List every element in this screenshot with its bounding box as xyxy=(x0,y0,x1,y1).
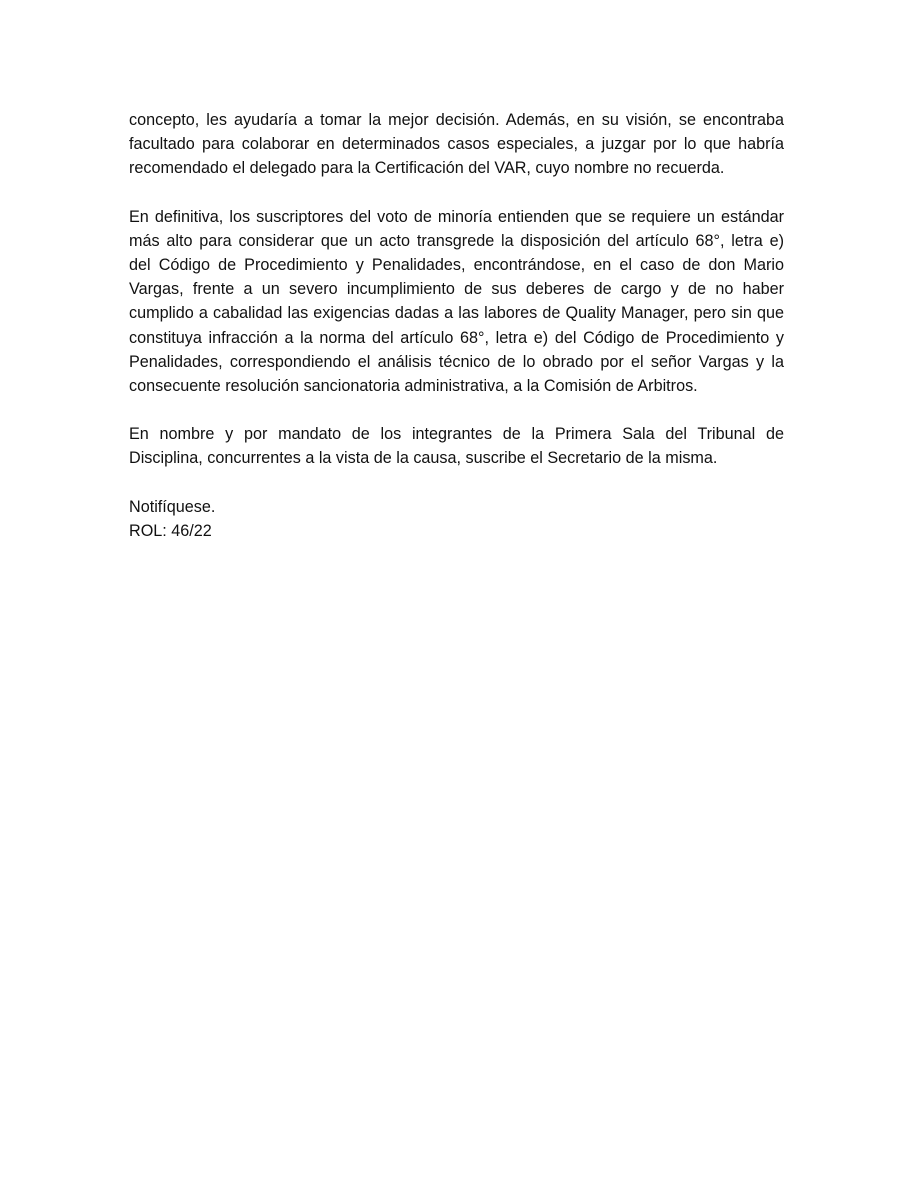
paragraph-line: consecuente resolución sancionatoria administrativa, a la Comisión de Arbitros. xyxy=(129,377,698,396)
paragraph-2 xyxy=(129,205,784,399)
closing-block xyxy=(129,495,784,543)
paragraph-line: más alto para considerar que un acto transgrede la disposición del artículo 68°, letra e) xyxy=(129,231,784,250)
paragraph-line: del Código de Procedimiento y Penalidades, encontrándose, en el caso de don Mario xyxy=(129,256,784,275)
document-body xyxy=(129,108,784,543)
rol-number: ROL: 46/22 xyxy=(129,521,212,540)
paragraph-line: facultado para colaborar en determinados casos especiales, a juzgar por lo que habría xyxy=(129,135,784,154)
paragraph-3 xyxy=(129,422,784,470)
paragraph-line: constituya infracción a la norma del artículo 68°, letra e) del Código de Procedimiento y xyxy=(129,328,784,347)
paragraph-line: Penalidades, correspondiendo el análisis técnico de lo obrado por el señor Vargas y la xyxy=(129,352,784,371)
paragraph-line: Disciplina, concurrentes a la vista de la causa, suscribe el Secretario de la misma. xyxy=(129,449,718,468)
paragraph-line: En nombre y por mandato de los integrantes de la Primera Sala del Tribunal de xyxy=(129,425,784,444)
paragraph-line: En definitiva, los suscriptores del voto de minoría entienden que se requiere un estándar xyxy=(129,207,784,226)
paragraph-line: cumplido a cabalidad las exigencias dadas a las labores de Quality Manager, pero sin que xyxy=(129,304,784,323)
paragraph-line: recomendado el delegado para la Certificación del VAR, cuyo nombre no recuerda. xyxy=(129,159,725,178)
paragraph-line: concepto, les ayudaría a tomar la mejor decisión. Además, en su visión, se encontraba xyxy=(129,111,784,129)
paragraph-line: Vargas, frente a un severo incumplimiento de sus deberes de cargo y de no haber xyxy=(129,280,784,299)
notify-text: Notifíquese. xyxy=(129,497,216,516)
paragraph-1 xyxy=(129,108,784,181)
